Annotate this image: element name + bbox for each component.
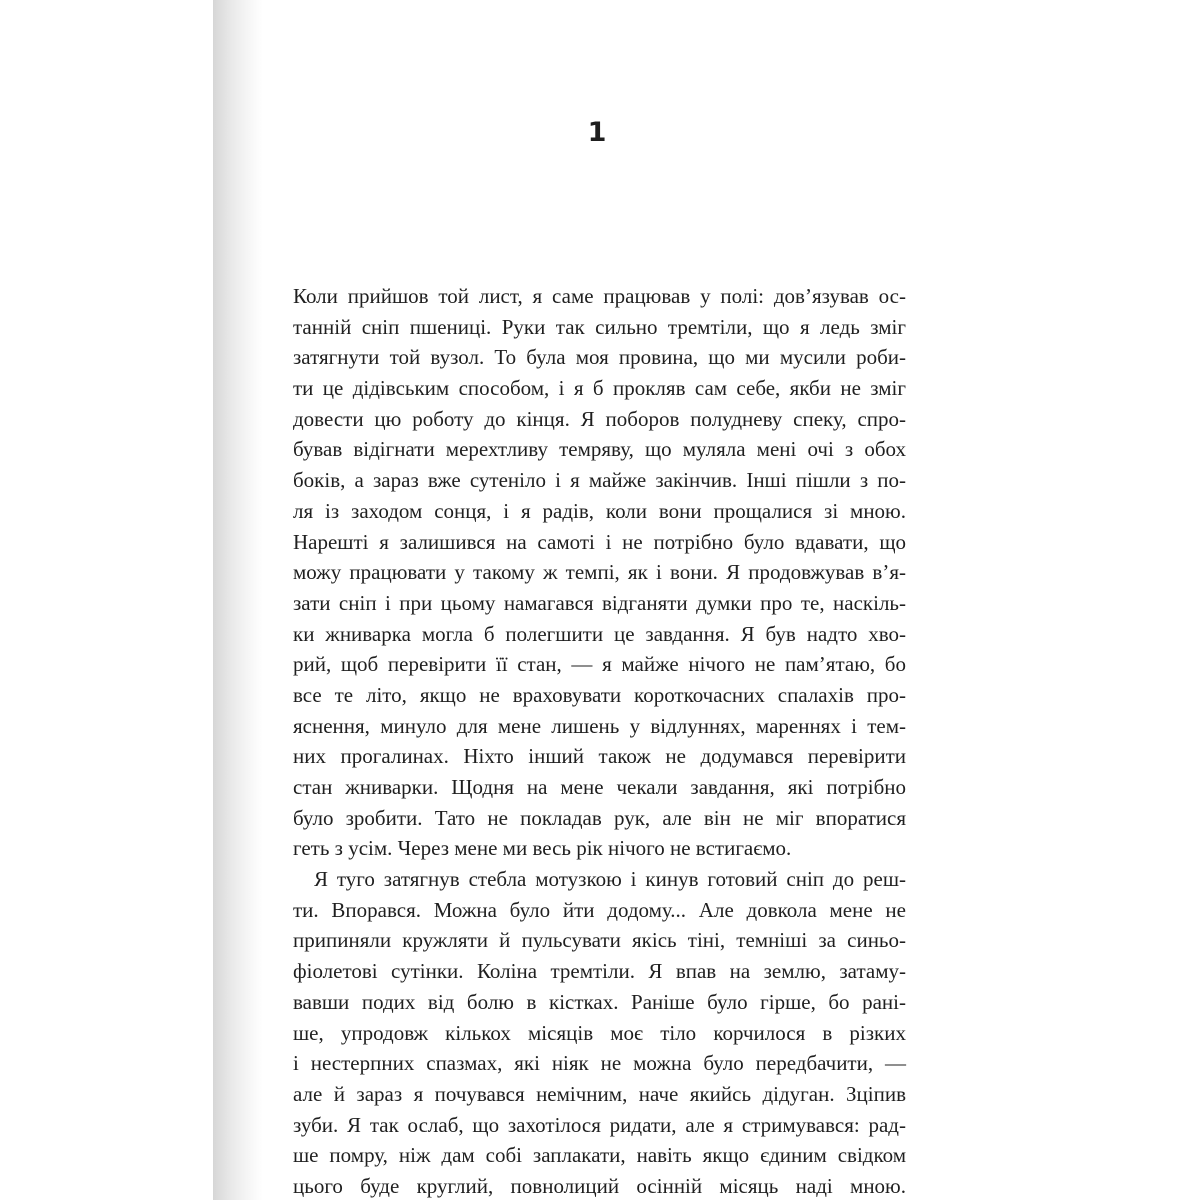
paragraph [293, 281, 906, 864]
text-line: танній сніп пшениці. Руки так сильно тремтіли, що я ледь зміг [293, 314, 906, 339]
chapter-body-text [293, 281, 906, 1200]
text-line: було зробити. Тато не покладав рук, але він не міг впоратися [293, 805, 906, 830]
text-line: ти це дідівським способом, і я б прокляв сам себе, якби не зміг [293, 376, 906, 401]
text-line: цього буде круглий, повнолиций осінній місяць наді мною. [293, 1173, 906, 1198]
text-line: них прогалинах. Ніхто інший також не додумався перевірити [293, 744, 906, 769]
text-line: припиняли кружляти й пульсувати якісь тіні, темніші за синьо- [293, 928, 906, 953]
text-line: довести цю роботу до кінця. Я поборов полудневу спеку, спро- [293, 406, 906, 431]
text-line: бував відігнати мерехтливу темряву, що муляла мені очі з обох [293, 437, 906, 462]
text-line: все те літо, якщо не враховувати короткочасних спалахів про- [293, 682, 906, 707]
text-line: стан жниварки. Щодня на мене чекали завдання, які потрібно [293, 775, 906, 799]
text-line: ше, упродовж кількох місяців моє тіло корчилося в різких [293, 1020, 906, 1045]
text-line: фіолетові сутінки. Коліна тремтіли. Я впав на землю, затаму- [293, 959, 906, 984]
text-line: боків, а зараз вже сутеніло і я майже закінчив. Інші пішли з по- [293, 468, 906, 493]
text-line: ше помру, ніж дам собі заплакати, навіть якщо єдиним свідком [293, 1143, 906, 1168]
chapter-number: 1 [587, 117, 607, 148]
text-line: Коли прийшов той лист, я саме працював у полі: дов’язував ос- [293, 284, 906, 308]
text-line: геть з усім. Через мене ми весь рік нічого не встигаємо. [293, 836, 792, 861]
text-line: зуби. Я так ослаб, що захотілося ридати, але я стримувався: рад- [293, 1112, 906, 1137]
text-line: можу працювати у такому ж темпі, як і вони. Я продовжував в’я- [293, 560, 906, 585]
text-line: рий, щоб перевірити її стан, — я майже нічого не пам’ятаю, бо [293, 652, 906, 677]
text-line: вавши подих від болю в кістках. Раніше було гірше, бо рані- [293, 989, 906, 1014]
book-page [213, 0, 1200, 1200]
text-line: ти. Впорався. Можна було йти додому... Але довкола мене не [293, 897, 906, 922]
text-line: Нарешті я залишився на самоті і не потрібно було вдавати, що [293, 529, 906, 554]
text-line: яснення, минуло для мене лишень у відлуннях, мареннях і тем- [293, 713, 906, 738]
text-line: Я туго затягнув стебла мотузкою і кинув готовий сніп до реш- [314, 867, 906, 892]
paragraph [293, 864, 906, 1200]
text-line: ля із заходом сонця, і я радів, коли вони прощалися зі мною. [293, 498, 906, 523]
text-line: затягнути той вузол. То була моя провина, що ми мусили роби- [293, 345, 906, 370]
text-line: але й зараз я почувався немічним, наче якийсь дідуган. Зціпив [293, 1081, 906, 1106]
text-line: зати сніп і при цьому намагався відганяти думки про те, наскіль- [293, 590, 906, 615]
text-line: ки жниварка могла б полегшити це завдання. Я був надто хво- [293, 621, 906, 646]
text-line: і нестерпних спазмах, які ніяк не можна було передбачити, — [293, 1051, 906, 1076]
